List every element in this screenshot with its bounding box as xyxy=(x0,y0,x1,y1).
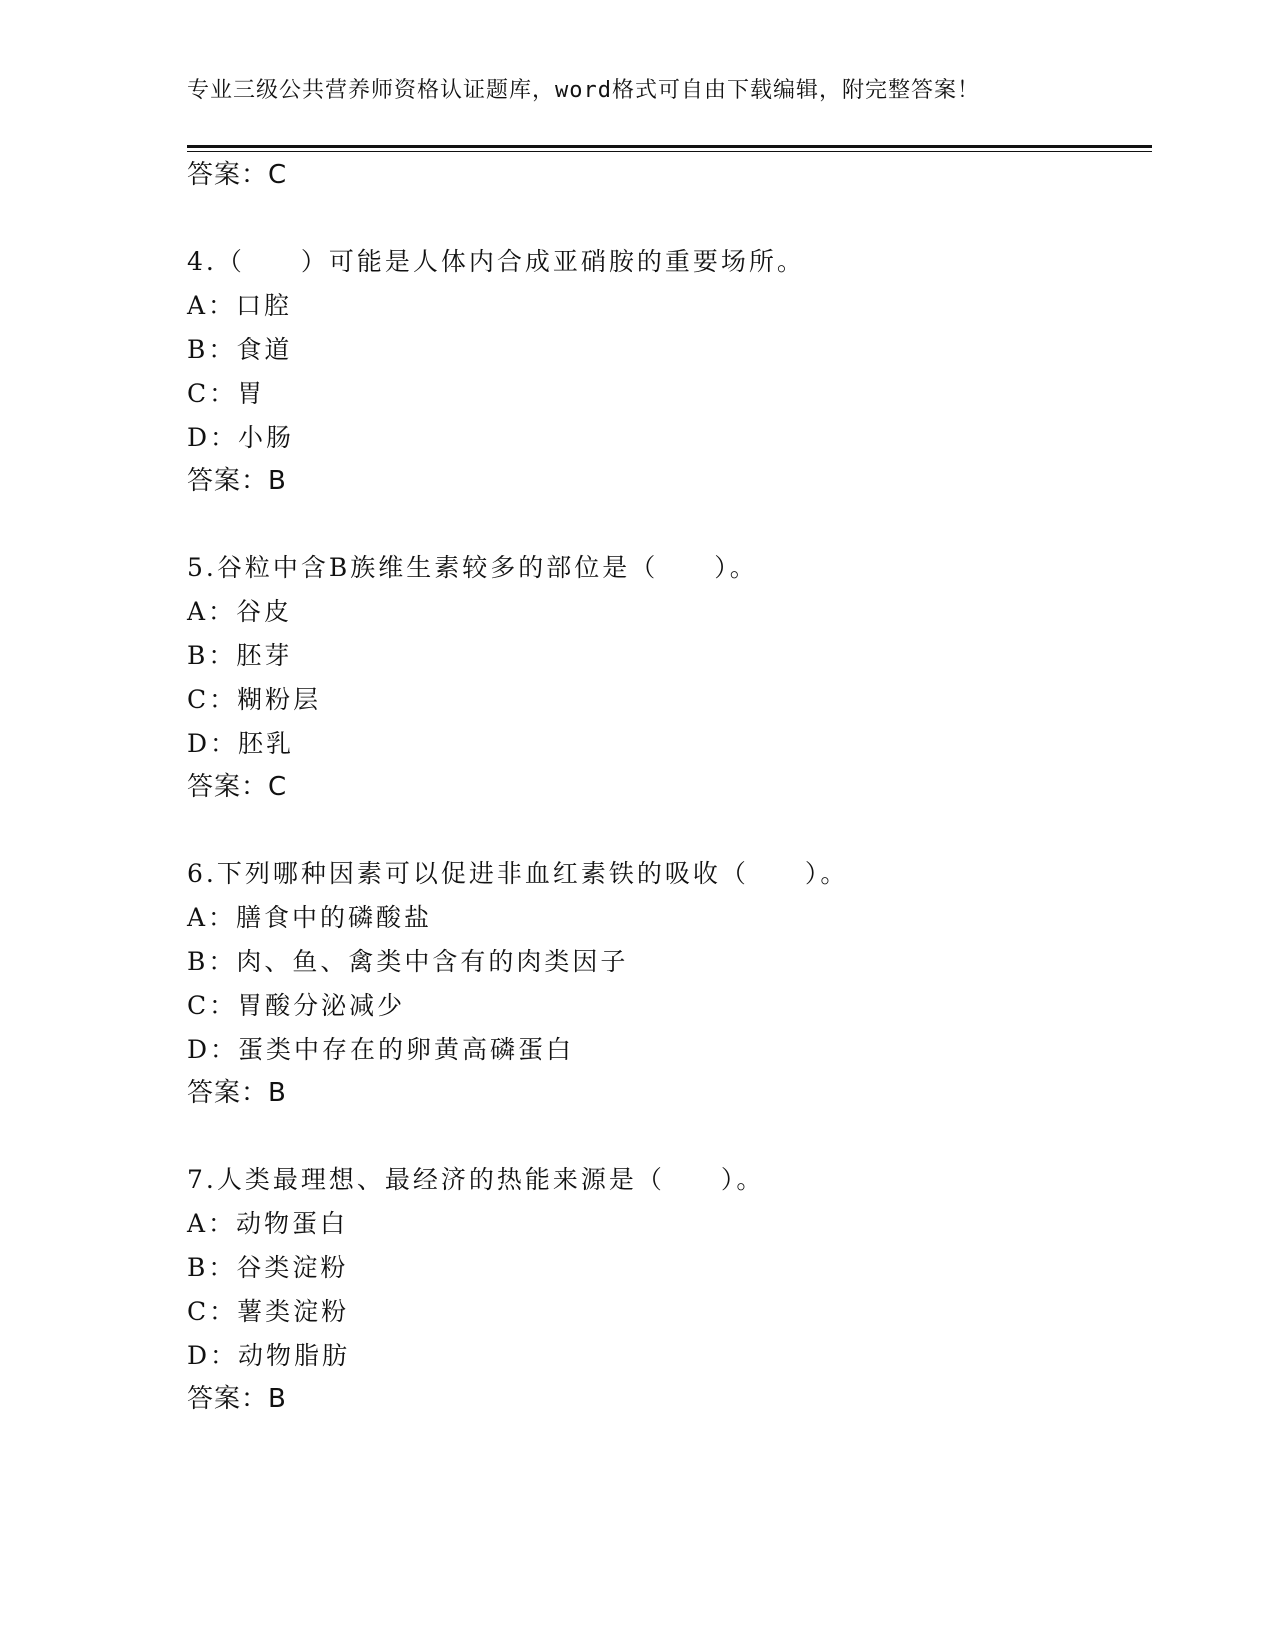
option-line: B：胚芽 xyxy=(187,641,293,670)
answer-line: 答案：C xyxy=(187,772,288,802)
answer-line: 答案：C xyxy=(187,160,288,190)
answer-line: 答案：B xyxy=(187,1384,287,1414)
question-stem: 4.（ ）可能是人体内合成亚硝胺的重要场所。 xyxy=(187,247,805,276)
question-stem: 5.谷粒中含B族维生素较多的部位是（ ）。 xyxy=(187,553,758,582)
option-line: C：胃 xyxy=(187,379,266,408)
option-line: C：胃酸分泌减少 xyxy=(187,991,406,1020)
option-line: A：谷皮 xyxy=(187,597,293,626)
header-rule-thin xyxy=(187,151,1152,152)
header-rule xyxy=(187,145,1152,148)
answer-line: 答案：B xyxy=(187,1078,287,1108)
option-line: D：蛋类中存在的卵黄高磷蛋白 xyxy=(187,1035,575,1064)
page-header: 专业三级公共营养师资格认证题库，word格式可自由下载编辑，附完整答案！ xyxy=(187,78,980,103)
option-line: C：薯类淀粉 xyxy=(187,1297,350,1326)
option-line: D：小肠 xyxy=(187,423,295,452)
option-line: A：口腔 xyxy=(187,291,293,320)
option-line: D：动物脂肪 xyxy=(187,1341,351,1370)
question-stem: 7.人类最理想、最经济的热能来源是（ ）。 xyxy=(187,1165,765,1194)
option-line: C：糊粉层 xyxy=(187,685,322,714)
option-line: D：胚乳 xyxy=(187,729,295,758)
option-line: A：动物蛋白 xyxy=(187,1209,349,1238)
option-line: B：肉、鱼、禽类中含有的肉类因子 xyxy=(187,947,629,976)
option-line: B：谷类淀粉 xyxy=(187,1253,349,1282)
option-line: B：食道 xyxy=(187,335,293,364)
answer-line: 答案：B xyxy=(187,466,287,496)
option-line: A：膳食中的磷酸盐 xyxy=(187,903,433,932)
question-stem: 6.下列哪种因素可以促进非血红素铁的吸收（ ）。 xyxy=(187,859,849,888)
